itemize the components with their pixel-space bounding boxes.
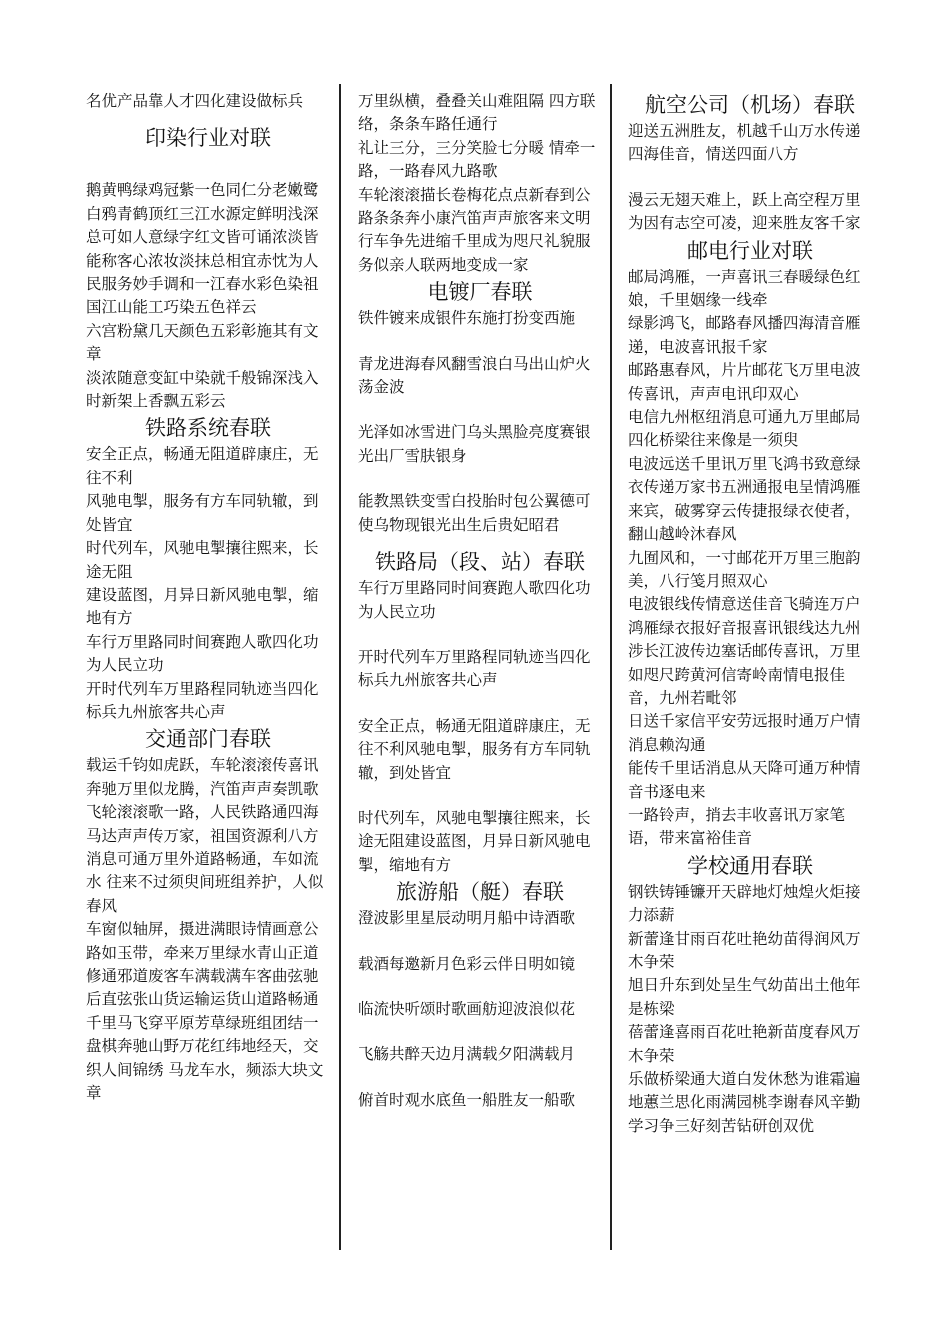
heading-dyeing: 印染行业对联 <box>145 126 271 151</box>
bureau-line: 开时代列车万里路程同轨迹当四化标兵九州旅客共心声 <box>358 647 591 690</box>
railway-line: 时代列车，风驰电掣攘往熙来，长途无阻 <box>86 539 319 581</box>
boat-line: 载酒每邀新月色彩云伴日明如镜 <box>358 954 576 973</box>
dyeing-line: 鹅黄鸭绿鸡冠紫一色同仁分老嫩鹭白鸦青鹤顶红三江水源定鲜明浅深总可如人意绿字红文皆可诵浓淡皆能称客心浓妆淡抹总相宜赤忱为人民服务妙手调和一江春水彩色染祖国江山能工巧染五色祥云 <box>86 181 319 317</box>
column-1 <box>86 90 330 1105</box>
railway-line: 开时代列车万里路程同轨迹当四化标兵九州旅客共心声 <box>86 679 319 721</box>
heading-school: 学校通用春联 <box>687 853 813 878</box>
airline-line: 漫云无翅天难上，跃上高空程万里为因有志空可凌，迎来胜友客千家 <box>628 190 861 233</box>
heading-post-telecom: 邮电行业对联 <box>687 238 813 263</box>
transport-line: 飞轮滚滚歌一路，人民铁路通四海 马达声声传万家，祖国资源利八方 <box>86 803 319 845</box>
heading-railway-system: 铁路系统春联 <box>145 416 271 441</box>
railway-line: 车行万里路同时间赛跑人歌四化功为人民立功 <box>86 632 319 675</box>
railway-line: 安全正点，畅通无阻道辟康庄，无往不利 <box>86 445 319 487</box>
plating-line: 青龙进海春风翻雪浪白马出山炉火荡金波 <box>358 354 591 397</box>
post-line: 电信九州枢纽消息可通九万里邮局四化桥梁往来像是一须臾 <box>628 408 861 450</box>
plating-line: 光泽如冰雪进门乌头黑脸亮度赛银光出厂雪肤银身 <box>358 423 591 465</box>
plating-line: 铁件镀来成银件东施打扮变西施 <box>358 309 576 328</box>
transport-cont-line: 礼让三分，三分笑脸七分暖 情牵一路，一路春风九路歌 <box>358 138 596 181</box>
heading-railway-bureau: 铁路局（段、站）春联 <box>375 550 585 575</box>
transport-line: 消息可通万里外道路畅通，车如流水 往来不过须臾间班组养护，人似春风 <box>86 849 324 915</box>
column-divider-right <box>610 84 612 1250</box>
plating-line: 能教黑铁变雪白投胎时包公翼德可使乌物现银光出生后贵妃昭君 <box>358 492 591 534</box>
dyeing-line: 六宫粉黛几天颜色五彩彰施其有文章 <box>86 321 319 364</box>
bureau-line: 车行万里路同时间赛跑人歌四化功为人民立功 <box>358 579 591 621</box>
column-2 <box>358 90 602 1112</box>
school-line: 蓓蕾逢喜雨百花吐艳新苗度春风万木争荣 <box>628 1023 861 1065</box>
airline-line: 迎送五洲胜友，机越千山万水传递四海佳音，情送四面八方 <box>628 122 861 164</box>
post-line: 九囿风和，一寸邮花开万里三胞韵美，八行笺月照双心 <box>628 548 861 590</box>
school-line: 旭日升东到处呈生气幼苗出土他年是栋梁 <box>628 976 861 1018</box>
school-line: 新蕾逢甘雨百花吐艳幼苗得润风万木争荣 <box>628 929 861 971</box>
post-line: 涉长江波传边塞话邮传喜讯，万里如咫尺跨黄河信寄岭南情电报佳音，九州若毗邻 <box>628 642 861 707</box>
post-line: 邮局鸿雁，一声喜讯三春暖绿色红娘，千里姻缘一线牵 <box>628 267 861 310</box>
school-line: 钢铁铸锤镰开天辟地灯烛煌火炬接力添薪 <box>628 882 861 925</box>
transport-cont-line: 万里纵横，叠叠关山难阻隔 四方联络，条条车路任通行 <box>358 92 596 134</box>
heading-airline: 航空公司（机场）春联 <box>645 93 855 117</box>
column-3 <box>628 90 872 1138</box>
boat-line: 俯首时观水底鱼一船胜友一船歌 <box>358 1090 576 1109</box>
transport-cont-line: 车轮滚滚描长卷梅花点点新春到公路条条奔小康汽笛声声旅客来文明行车争先进缩千里成为咫尺礼貌服务似亲人联两地变成一家 <box>358 185 591 274</box>
railway-line: 风驰电掣，服务有方车同轨辙，到处皆宜 <box>86 492 319 534</box>
post-line: 邮路惠春风，片片邮花飞万里电波传喜讯，声声电讯印双心 <box>628 361 861 403</box>
lead-line: 名优产品靠人才四化建设做标兵 <box>86 92 304 110</box>
post-line: 电波银线传情意送佳音飞骑连万户鸿雁绿衣报好音报喜讯银线达九州 <box>628 595 861 637</box>
heading-electroplating: 电镀厂春联 <box>427 280 533 305</box>
column-divider-left <box>339 84 341 1250</box>
boat-line: 飞觞共醉天边月满载夕阳满载月 <box>358 1045 576 1064</box>
post-line: 能传千里话消息从天降可通万种情音书逐电来 <box>628 759 861 801</box>
heading-transport: 交通部门春联 <box>145 727 271 752</box>
post-line: 电波远送千里讯万里飞鸿书致意绿衣传递万家书五洲通报电呈情鸿雁来宾，破雾穿云传捷报绿衣使者，翻山越岭沐春风 <box>628 454 861 544</box>
transport-line: 载运千钧如虎跃，车轮滚滚传喜讯 奔驰万里似龙腾，汽笛声声奏凯歌 <box>86 756 319 798</box>
boat-line: 临流快听颂时歌画舫迎波浪似花 <box>358 999 576 1018</box>
school-line: 乐做桥梁通大道白发休愁为谁霜遍地蕙兰思化雨满园桃李谢春风辛勤学习争三好刻苦钻研创双优 <box>628 1070 861 1135</box>
heading-tour-boat: 旅游船（艇）春联 <box>396 880 564 905</box>
boat-line: 澄波影里星辰动明月船中诗酒歌 <box>358 909 576 928</box>
railway-line: 建设蓝图，月异日新风驰电掣，缩地有方 <box>86 585 319 628</box>
post-line: 一路铃声，捎去丰收喜讯万家笔语，带来富裕佳音 <box>628 805 846 848</box>
bureau-line: 安全正点，畅通无阻道辟康庄，无往不利风驰电掣，服务有方车同轨辙，到处皆宜 <box>358 716 591 782</box>
bureau-line: 时代列车，风驰电掣攘往熙来，长途无阻建设蓝图，月异日新风驰电掣，缩地有方 <box>358 808 591 874</box>
dyeing-line: 淡浓随意变缸中染就千般锦深浅入时新架上香飘五彩云 <box>86 368 319 411</box>
transport-line: 车窗似轴屏，摄进满眼诗情画意公路如玉带，牵来万里绿水青山正道修通邪道废客车满载满车客曲弦驰后直弦张山货运输运货山道路畅通千里马飞穿平原芳草绿班组团结一盘棋奔驰山野万花红纬地经天，交织人间锦绣 马龙车水，频添大块文章 <box>86 920 324 1103</box>
post-line: 绿影鸿飞，邮路春风播四海清音雁递，电波喜讯报千家 <box>628 314 861 356</box>
post-line: 日送千家信平安劳远报时通万户情消息赖沟通 <box>628 712 861 754</box>
